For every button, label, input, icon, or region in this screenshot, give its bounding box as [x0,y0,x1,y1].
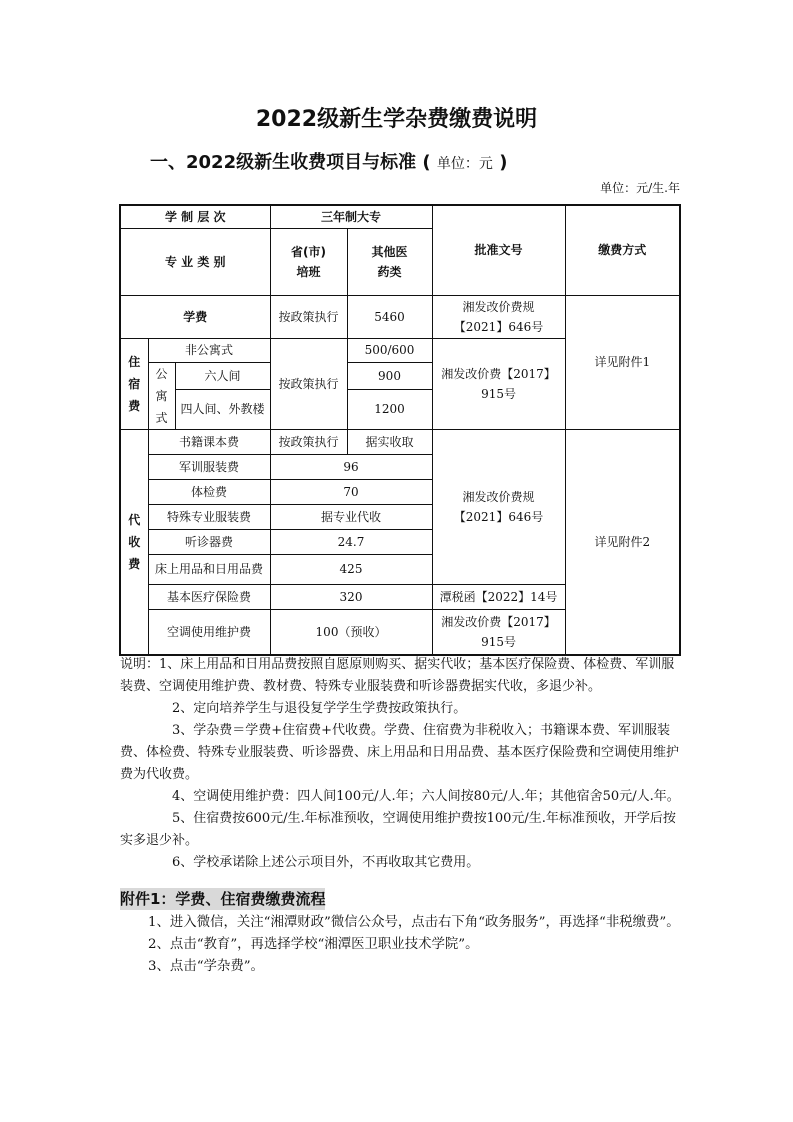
header-col1: 省(市)培班 [270,228,347,295]
lodging-approval: 湘发改价费【2017】915号 [432,338,565,429]
agency-approval: 湘发改价费规【2021】646号 [432,429,565,584]
agency-item: 特殊专业服装费 [148,504,270,529]
agency-value: 70 [270,479,432,504]
agency-value: 320 [270,584,432,609]
lodging-nonapt-value: 500/600 [347,338,432,362]
note-item: 5、住宿费按600元/生.年标准预收，空调使用维护费按100元/生.年标准预收，开学后按实多退少补。 [120,811,676,848]
lodging-apt: 公寓式 [148,362,175,429]
agency-approval: 潭税函【2022】14号 [432,584,565,609]
lodging-nonapt: 非公寓式 [148,338,270,362]
agency-item: 床上用品和日用品费 [148,554,270,584]
section-heading-text: 一、2022级新生收费项目与标准 [150,152,417,173]
header-major: 专 业 类 别 [120,228,270,295]
lodging-four: 四人间、外教楼 [175,390,270,429]
note-item: 3、学杂费＝学费+住宿费+代收费。学费、住宿费为非税收入；书籍课本费、军训服装费、体检费、特殊专业服装费、听诊器费、床上用品和日用品费、基本医疗保险费和空调使用维护费为代收费。 [120,723,680,782]
attachment-step: 1、进入微信，关注“湘潭财政”微信公众号，点击右下角“政务服务”，再选择“非税缴费”。 [148,915,680,930]
agency-value: 425 [270,554,432,584]
agency-value: 96 [270,454,432,479]
note-item: 2、定向培养学生与退役复学学生学费按政策执行。 [172,701,467,716]
header-approval: 批准文号 [432,205,565,295]
tuition-payment: 详见附件1 [565,295,680,429]
lodging-six-value: 900 [347,362,432,390]
tuition-col1: 按政策执行 [270,295,347,338]
lodging-col1: 按政策执行 [270,338,347,429]
table-row [120,295,680,338]
paren-open: ( [422,152,431,173]
attachment-heading: 附件1：学费、住宿费缴费流程 [120,890,326,908]
table-row [120,429,680,454]
document-title: 2022级新生学杂费缴费说明 [255,107,538,132]
agency-col2: 据实收取 [347,429,432,454]
agency-item: 书籍课本费 [148,429,270,454]
lodging-six: 六人间 [175,362,270,390]
lodging-four-value: 1200 [347,390,432,429]
header-payment: 缴费方式 [565,205,680,295]
note-item: 说明：1、床上用品和日用品费按照自愿原则购买、据实代收；基本医疗保险费、体检费、军训服装费、空调使用维护费、教材费、特殊专业服装费和听诊器费据实代收，多退少补。 [120,657,675,694]
attachment-step: 2、点击“教育”，再选择学校“湘潭医卫职业技术学院”。 [148,937,479,952]
agency-label: 代收费 [120,429,148,655]
notes [120,654,686,874]
header-level: 学 制 层 次 [120,205,270,228]
agency-payment: 详见附件2 [565,429,680,655]
header-col2: 其他医药类 [347,228,432,295]
section-unit: 单位：元 [436,156,493,172]
agency-item: 体检费 [148,479,270,504]
agency-approval: 湘发改价费【2017】915号 [432,609,565,655]
paren-close: ) [499,152,508,173]
agency-item: 空调使用维护费 [148,609,270,655]
agency-value: 24.7 [270,529,432,554]
tuition-col2: 5460 [347,295,432,338]
attachment-step: 3、点击“学杂费”。 [148,959,264,974]
note-item: 4、空调使用维护费：四人间100元/人.年；六人间按80元/人.年；其他宿舍50元/人.年。 [172,789,680,804]
agency-item: 听诊器费 [148,529,270,554]
note-item: 6、学校承诺除上述公示项目外，不再收取其它费用。 [172,855,480,870]
unit-label: 单位：元/生.年 [600,181,680,195]
section-heading [150,148,507,174]
agency-item: 军训服装费 [148,454,270,479]
attachment-1 [120,888,686,978]
table-row [120,205,680,228]
tuition-label: 学费 [120,295,270,338]
agency-value: 据专业代收 [270,504,432,529]
agency-col1: 按政策执行 [270,429,347,454]
tuition-approval: 湘发改价费规【2021】646号 [432,295,565,338]
agency-item: 基本医疗保险费 [148,584,270,609]
header-program: 三年制大专 [270,205,432,228]
lodging-label: 住宿费 [120,338,148,429]
agency-value: 100（预收） [270,609,432,655]
fee-table [119,204,681,656]
